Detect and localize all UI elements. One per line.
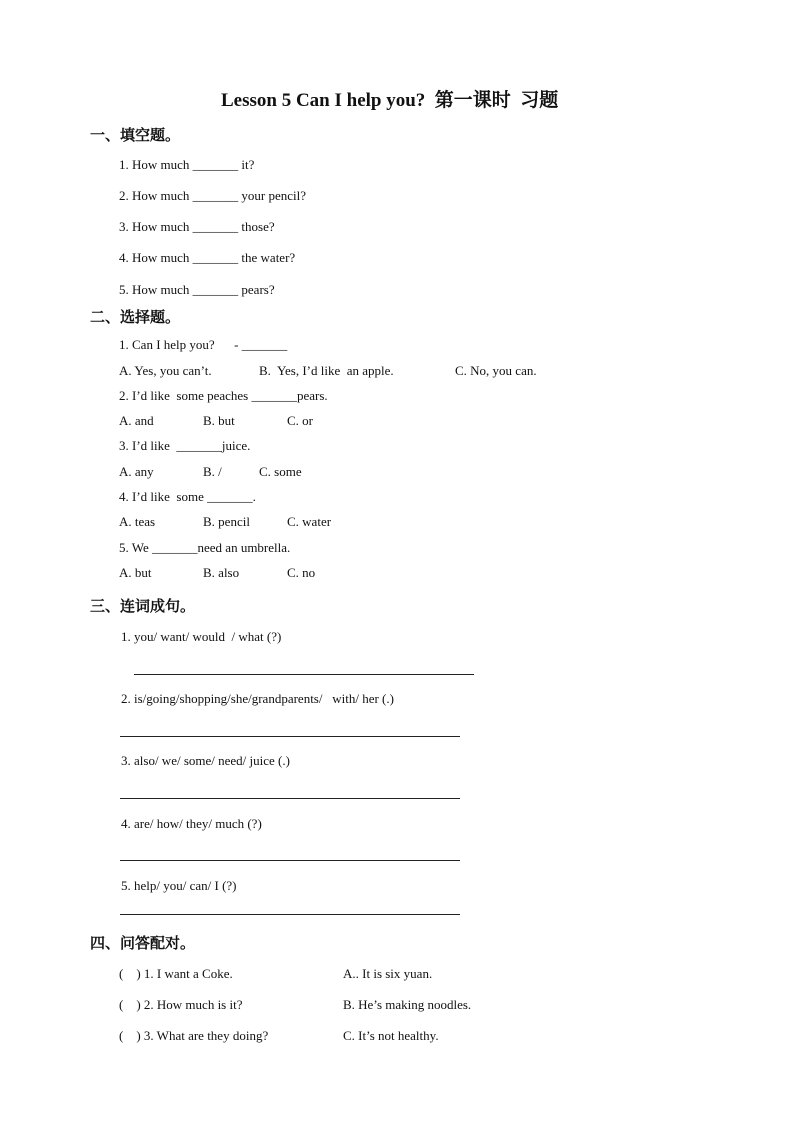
matching-question: ( ) 1. I want a Coke. [119, 966, 233, 981]
choice-question: 4. I’d like some _______. [119, 489, 256, 504]
matching-question: ( ) 2. How much is it? [119, 997, 243, 1012]
choice-option: A. any [119, 464, 154, 479]
fill-blank-item: 1. How much _______ it? [119, 157, 255, 172]
sentence-order-item: 1. you/ want/ would / what (?) [121, 629, 282, 644]
choice-option: B. but [203, 413, 235, 428]
choice-question: 2. I’d like some peaches _______pears. [119, 388, 328, 403]
answer-line[interactable] [120, 860, 460, 861]
choice-option: C. some [259, 464, 302, 479]
answer-line[interactable] [134, 674, 474, 675]
choice-option: B. Yes, I’d like an apple. [259, 363, 394, 378]
choice-option: A. teas [119, 514, 156, 529]
fill-blank-item: 3. How much _______ those? [119, 219, 275, 234]
choice-option: C. No, you can. [455, 363, 537, 378]
choice-option: A. Yes, you can’t. [119, 363, 212, 378]
choice-option: C. or [287, 413, 313, 428]
section-heading-sentence-order: 三、连词成句。 [90, 599, 196, 615]
fill-blank-item: 5. How much _______ pears? [119, 282, 275, 297]
sentence-order-item: 3. also/ we/ some/ need/ juice (.) [121, 753, 290, 768]
matching-answer: C. It’s not healthy. [343, 1028, 439, 1043]
answer-line[interactable] [120, 798, 460, 799]
choice-option: C. no [287, 565, 316, 580]
matching-answer: A.. It is six yuan. [343, 966, 433, 981]
choice-question: 1. Can I help you? - _______ [119, 337, 288, 352]
section-heading-fill-blank: 一、填空题。 [90, 128, 181, 144]
choice-option: B. pencil [203, 514, 250, 529]
choice-option: B. / [203, 464, 222, 479]
sentence-order-item: 5. help/ you/ can/ I (?) [121, 878, 237, 893]
section-heading-matching: 四、问答配对。 [90, 936, 196, 952]
choice-question: 3. I’d like _______juice. [119, 438, 251, 453]
choice-question: 5. We _______need an umbrella. [119, 540, 291, 555]
matching-answer: B. He’s making noodles. [343, 997, 472, 1012]
choice-option: A. and [119, 413, 154, 428]
page-title: Lesson 5 Can I help you? 第一课时 习题 [221, 90, 559, 111]
fill-blank-item: 4. How much _______ the water? [119, 250, 296, 265]
fill-blank-item: 2. How much _______ your pencil? [119, 188, 307, 203]
choice-option: C. water [287, 514, 332, 529]
sentence-order-item: 4. are/ how/ they/ much (?) [121, 816, 262, 831]
matching-question: ( ) 3. What are they doing? [119, 1028, 269, 1043]
sentence-order-item: 2. is/going/shopping/she/grandparents/ with/ her (.) [121, 691, 394, 706]
choice-option: A. but [119, 565, 152, 580]
choice-option: B. also [203, 565, 240, 580]
section-heading-multiple-choice: 二、选择题。 [90, 310, 181, 326]
answer-line[interactable] [120, 736, 460, 737]
answer-line[interactable] [120, 914, 460, 915]
